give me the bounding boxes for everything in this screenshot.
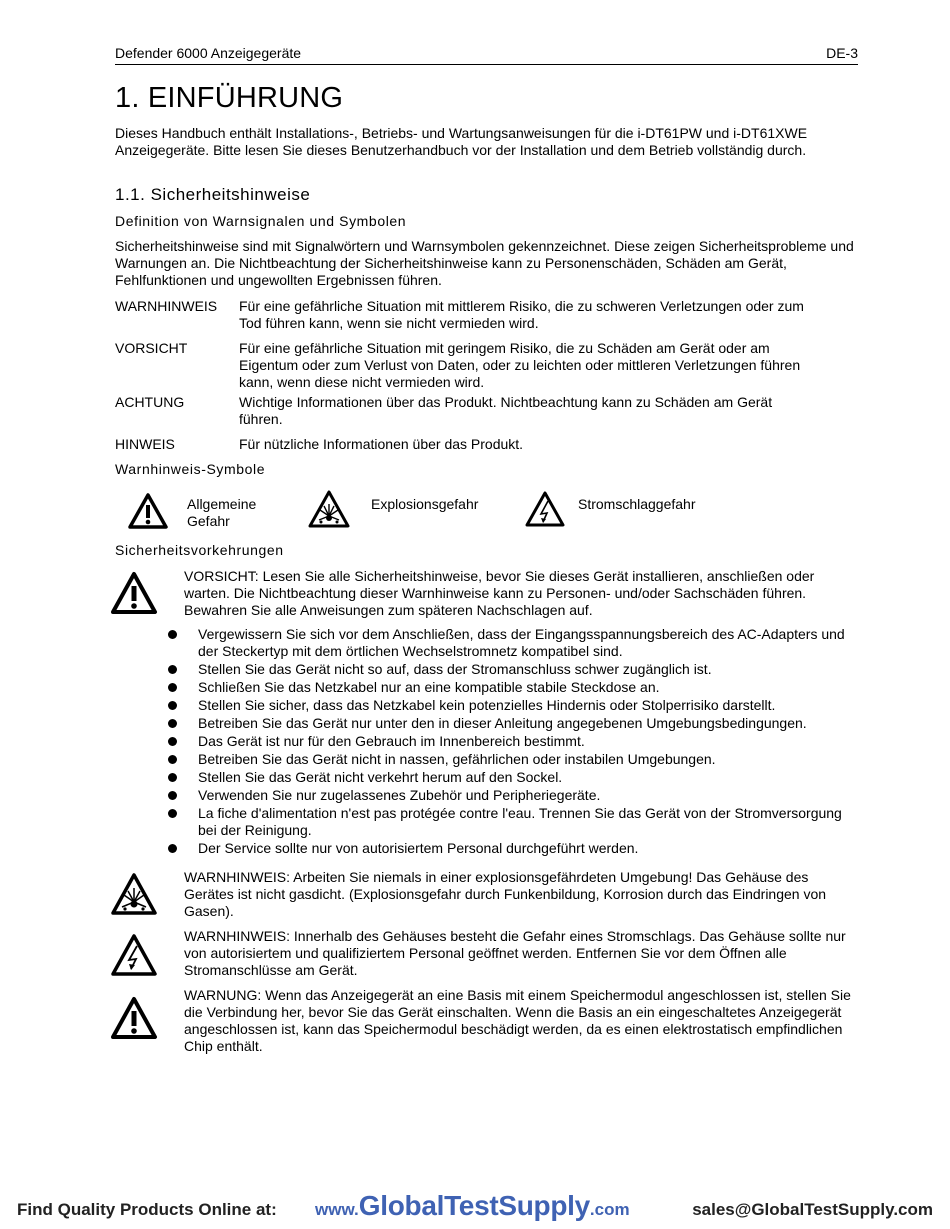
precautions-list — [163, 626, 863, 858]
list-item — [163, 715, 863, 732]
definition-desc-warnhinweis: Für eine gefährliche Situation mit mittlerem Risiko, die zu schweren Verletzungen oder zum Tod führen kann, wenn sie nicht vermieden wird. — [239, 298, 804, 331]
list-item-text: Stellen Sie das Gerät nicht so auf, dass der Stromanschluss schwer zugänglich ist. — [198, 661, 712, 677]
footer-url-suffix: .com — [589, 1200, 630, 1219]
list-item — [163, 751, 863, 768]
bullet-icon — [168, 665, 177, 674]
warning-paragraph-electric: WARNHINWEIS: Innerhalb des Gehäuses besteht die Gefahr eines Stromschlags. Das Gehäuse sollte nur von autorisiertem und qualifiziertem Personal geöffnet werden. Entfernen Sie vor dem Öffnen alle Stromanschlüsse am Gerät. — [184, 928, 846, 978]
list-item — [163, 769, 863, 786]
list-item-text: Vergewissern Sie sich vor dem Anschließen, dass der Eingangsspannungsbereich des AC-Adapters und der Steckertyp mit dem örtlichen Wechselstromnetz kompatibel sind. — [198, 626, 845, 659]
list-item-text: Stellen Sie sicher, dass das Netzkabel kein potenzielles Hindernis oder Stolperrisiko darstellt. — [198, 697, 776, 713]
definition-desc-hinweis: Für nützliche Informationen über das Produkt. — [239, 436, 524, 452]
bullet-icon — [168, 683, 177, 692]
bullet-icon — [168, 844, 177, 853]
bullet-icon — [168, 701, 177, 710]
bullet-icon — [168, 791, 177, 800]
list-item-text: Verwenden Sie nur zugelassenes Zubehör und Peripheriegeräte. — [198, 787, 601, 803]
list-item-text: Das Gerät ist nur für den Gebrauch im Innenbereich bestimmt. — [198, 733, 585, 749]
list-item-text: Schließen Sie das Netzkabel nur an eine kompatible stabile Steckdose an. — [198, 679, 660, 695]
list-item-text: Stellen Sie das Gerät nicht verkehrt herum auf den Sockel. — [198, 769, 563, 785]
general-hazard-icon — [110, 996, 158, 1040]
definition-term-achtung: ACHTUNG — [115, 394, 185, 410]
page-header — [115, 45, 858, 65]
footer-email-link[interactable]: sales@GlobalTestSupply.com — [692, 1200, 933, 1219]
subheading-symbols: Warnhinweis-Symbole — [115, 461, 266, 477]
list-item — [163, 733, 863, 750]
intro-paragraph: Dieses Handbuch enthält Installations-, Betriebs- und Wartungsanweisungen für die i-DT61PW und i-DT61XWE Anzeigegeräte. Bitte lesen Sie dieses Benutzerhandbuch vor der Installation und dem Betrieb vollständig durch. — [115, 125, 808, 158]
list-item — [163, 626, 863, 660]
definitions-intro-paragraph: Sicherheitshinweise sind mit Signalwörtern und Warnsymbolen gekennzeichnet. Diese zeigen Sicherheitsprobleme und Warnungen an. Die Nichtbeachtung der Sicherheitshinweise kann zu Personenschäden, Schäden am Gerät, Fehlfunktionen und ungewollten Ergebnissen führen. — [115, 238, 854, 288]
bullet-icon — [168, 737, 177, 746]
list-item — [163, 787, 863, 804]
warning-paragraph-memory: WARNUNG: Wenn das Anzeigegerät an eine Basis mit einem Speichermodul angeschlossen ist, stellen Sie die Verbindung her, bevor Sie das Gerät einschalten. Wenn die Basis an ein eingeschaltetes Anzeigegerät angeschlossen ist, kann das Speichermodul beschädigt werden, da es einen elektrostatisch empfindlichen Chip enthält. — [184, 987, 851, 1054]
caution-paragraph: VORSICHT: Lesen Sie alle Sicherheitshinweise, bevor Sie dieses Gerät installieren, anschließen oder warten. Die Nichtbeachtung dieser Warnhinweise kann zu Personen- und/oder Sachschäden führen. Bewahren Sie alle Anweisungen zum späteren Nachschlagen auf. — [184, 568, 815, 618]
subheading-precautions: Sicherheitsvorkehrungen — [115, 542, 284, 558]
list-item — [163, 805, 863, 839]
symbol-label-general: Allgemeine Gefahr — [187, 496, 257, 529]
electric-shock-icon — [110, 933, 158, 977]
symbol-label-explosion: Explosionsgefahr — [371, 496, 479, 512]
footer-tagline: Find Quality Products Online at: — [17, 1200, 277, 1219]
electric-shock-icon — [524, 490, 566, 528]
header-document-title: Defender 6000 Anzeigegeräte — [115, 45, 302, 61]
list-item — [163, 840, 863, 857]
list-item-text: La fiche d'alimentation n'est pas protégée contre l'eau. Trennen Sie das Gerät von der Stromversorgung bei der Reinigung. — [198, 805, 842, 838]
footer-website-link[interactable] — [315, 1190, 630, 1222]
bullet-icon — [168, 755, 177, 764]
warning-paragraph-explosion: WARNHINWEIS: Arbeiten Sie niemals in einer explosionsgefährdeten Umgebung! Das Gehäuse des Gerätes ist nicht gasdicht. (Explosionsgefahr durch Funkenbildung, Korrosion durch das Eindringen von Gasen). — [184, 869, 827, 919]
bullet-icon — [168, 773, 177, 782]
bullet-icon — [168, 809, 177, 818]
list-item-text: Der Service sollte nur von autorisiertem Personal durchgeführt werden. — [198, 840, 639, 856]
general-hazard-icon — [110, 571, 158, 615]
bullet-icon — [168, 630, 177, 639]
definition-term-vorsicht: VORSICHT — [115, 340, 188, 356]
definition-desc-achtung: Wichtige Informationen über das Produkt. Nichtbeachtung kann zu Schäden am Gerät führen. — [239, 394, 773, 427]
section-heading-safety: 1.1. Sicherheitshinweise — [115, 185, 311, 204]
subheading-definitions: Definition von Warnsignalen und Symbolen — [115, 213, 407, 229]
bullet-icon — [168, 719, 177, 728]
list-item-text: Betreiben Sie das Gerät nur unter den in dieser Anleitung angegebenen Umgebungsbedingungen. — [198, 715, 807, 731]
header-page-number: DE-3 — [826, 45, 858, 61]
explosion-hazard-icon — [307, 489, 351, 529]
list-item — [163, 679, 863, 696]
list-item-text: Betreiben Sie das Gerät nicht in nassen, gefährlichen oder instabilen Umgebungen. — [198, 751, 716, 767]
definition-term-hinweis: HINWEIS — [115, 436, 175, 452]
page-title: 1. EINFÜHRUNG — [115, 82, 344, 114]
symbol-label-electric: Stromschlaggefahr — [578, 496, 696, 512]
footer-url-brand: GlobalTestSupply — [358, 1190, 590, 1221]
explosion-hazard-icon — [110, 872, 158, 916]
definition-term-warnhinweis: WARNHINWEIS — [115, 298, 218, 314]
list-item — [163, 661, 863, 678]
page-footer — [0, 1188, 950, 1229]
footer-url-prefix: www. — [315, 1200, 359, 1219]
list-item — [163, 697, 863, 714]
general-hazard-icon — [127, 492, 169, 530]
definition-desc-vorsicht: Für eine gefährliche Situation mit geringem Risiko, die zu Schäden am Gerät oder am Eigentum oder zum Verlust von Daten, oder zu leichten oder mittleren Verletzungen führen kann, wenn diese nicht vermieden wird. — [239, 340, 801, 390]
